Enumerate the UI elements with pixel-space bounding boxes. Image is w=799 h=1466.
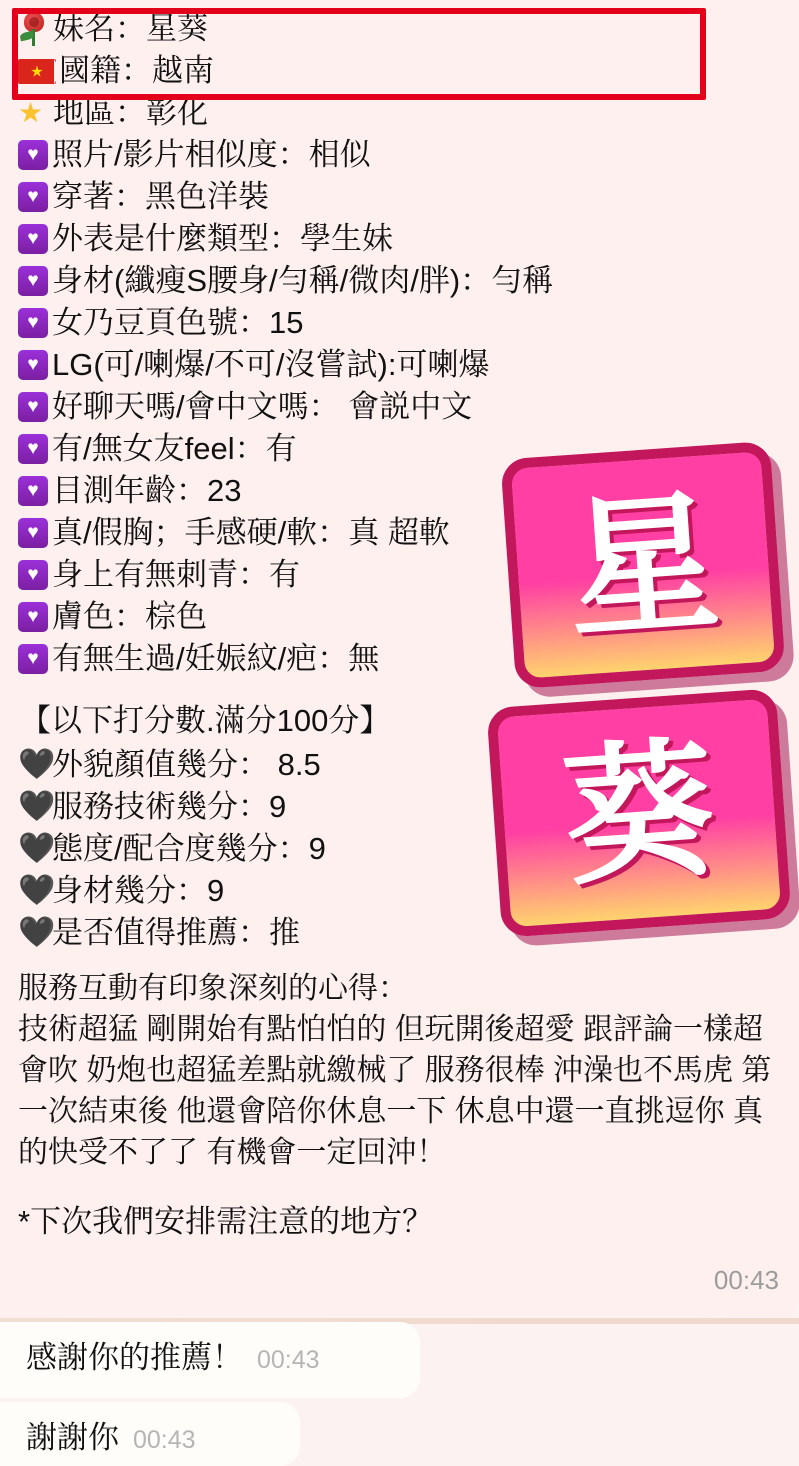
sticker-char-1: 星 bbox=[500, 441, 785, 689]
score-row-label: 外貌顏值幾分： 8.5 bbox=[52, 747, 321, 782]
score-row-label: 身材幾分：9 bbox=[52, 873, 225, 908]
profile-row-label: 真/假胸；手感硬/軟：真 超軟 bbox=[52, 515, 450, 550]
profile-row-label: 好聊天嗎/會中文嗎： 會説中文 bbox=[52, 389, 473, 424]
profile-row-label: 身材(纖瘦S腰身/勻稱/微肉/胖)：勻稱 bbox=[52, 263, 554, 298]
profile-row bbox=[18, 134, 785, 176]
profile-row-label: 膚色：棕色 bbox=[52, 599, 207, 634]
purple-heart-icon bbox=[18, 308, 48, 338]
reply-timestamp: 00:43 bbox=[133, 1426, 196, 1454]
profile-row-label: 有無生過/妊娠紋/疤：無 bbox=[52, 641, 380, 676]
profile-row-label: 有/無女友feel：有 bbox=[52, 431, 297, 466]
profile-row bbox=[18, 386, 785, 428]
message-timestamp: 00:43 bbox=[713, 1265, 779, 1295]
reply-message-2 bbox=[0, 1402, 300, 1466]
purple-heart-icon bbox=[18, 434, 48, 464]
comment-body: 技術超猛 剛開始有點怕怕的 但玩開後超愛 跟評論一樣超會吹 奶炮也超猛差點就繳械了 服務很棒 沖澡也不馬虎 第一次結束後 他還會陪你休息一下 休息中還一直挑逗你 真的快受不了了 有機會一定回沖！ bbox=[18, 1013, 772, 1169]
profile-row-label: 妹名：星葵 bbox=[53, 11, 208, 46]
profile-row-label: 國籍：越南 bbox=[59, 53, 214, 88]
purple-heart-icon bbox=[18, 266, 48, 296]
profile-row-name bbox=[18, 8, 785, 50]
profile-row-label: 地區：彰化 bbox=[53, 95, 208, 130]
black-heart-icon: 🖤 bbox=[18, 748, 56, 781]
black-heart-icon: 🖤 bbox=[18, 790, 56, 823]
purple-heart-icon bbox=[18, 518, 48, 548]
sticker-char-2: 葵 bbox=[486, 688, 791, 938]
score-row bbox=[18, 744, 785, 786]
score-row bbox=[18, 870, 785, 912]
purple-heart-icon bbox=[18, 644, 48, 674]
profile-row-label: 身上有無刺青：有 bbox=[52, 557, 300, 592]
score-row-label: 是否值得推薦：推 bbox=[52, 915, 300, 950]
vietnam-flag-icon bbox=[18, 59, 56, 84]
profile-row bbox=[18, 218, 785, 260]
profile-row bbox=[18, 512, 785, 554]
profile-row bbox=[18, 176, 785, 218]
purple-heart-icon bbox=[18, 602, 48, 632]
black-heart-icon: 🖤 bbox=[18, 832, 56, 865]
purple-heart-icon bbox=[18, 140, 48, 170]
profile-row bbox=[18, 638, 785, 680]
profile-row-label: 目測年齡：23 bbox=[52, 473, 242, 508]
profile-row-nationality bbox=[18, 50, 785, 92]
next-time-note: *下次我們安排需注意的地方？ bbox=[18, 1204, 434, 1239]
black-heart-icon: 🖤 bbox=[18, 874, 56, 907]
purple-heart-icon bbox=[18, 392, 48, 422]
rose-icon bbox=[18, 12, 50, 46]
profile-row bbox=[18, 428, 785, 470]
profile-row-region bbox=[18, 92, 785, 134]
reply-timestamp: 00:43 bbox=[257, 1346, 320, 1374]
purple-heart-icon bbox=[18, 350, 48, 380]
profile-row bbox=[18, 302, 785, 344]
reply-text: 謝謝你 bbox=[26, 1420, 119, 1455]
reply-message-1 bbox=[0, 1322, 420, 1398]
purple-heart-icon bbox=[18, 224, 48, 254]
score-row bbox=[18, 828, 785, 870]
comment-title: 服務互動有印象深刻的心得： bbox=[18, 972, 408, 1005]
profile-row-label: 穿著：黑色洋裝 bbox=[52, 179, 269, 214]
score-section-header: 【以下打分數.滿分100分】 bbox=[20, 703, 391, 738]
score-row bbox=[18, 912, 785, 954]
score-row bbox=[18, 786, 785, 828]
profile-row bbox=[18, 596, 785, 638]
profile-row-label: LG(可/喇爆/不可/沒嘗試):可喇爆 bbox=[52, 347, 490, 382]
purple-heart-icon bbox=[18, 182, 48, 212]
star-icon: ★ bbox=[18, 97, 44, 128]
purple-heart-icon bbox=[18, 476, 48, 506]
profile-row bbox=[18, 344, 785, 386]
score-row-label: 態度/配合度幾分：9 bbox=[52, 831, 326, 866]
black-heart-icon: 🖤 bbox=[18, 916, 56, 949]
profile-row bbox=[18, 554, 785, 596]
score-row-label: 服務技術幾分：9 bbox=[52, 789, 287, 824]
profile-row-label: 照片/影片相似度：相似 bbox=[52, 137, 371, 172]
profile-row bbox=[18, 470, 785, 512]
profile-row-label: 外表是什麼類型：學生妹 bbox=[52, 221, 393, 256]
reply-text: 感謝你的推薦！ bbox=[26, 1340, 243, 1375]
profile-row-label: 女乃豆頁色號：15 bbox=[52, 305, 304, 340]
profile-row bbox=[18, 260, 785, 302]
comment-section bbox=[18, 968, 785, 1173]
purple-heart-icon bbox=[18, 560, 48, 590]
